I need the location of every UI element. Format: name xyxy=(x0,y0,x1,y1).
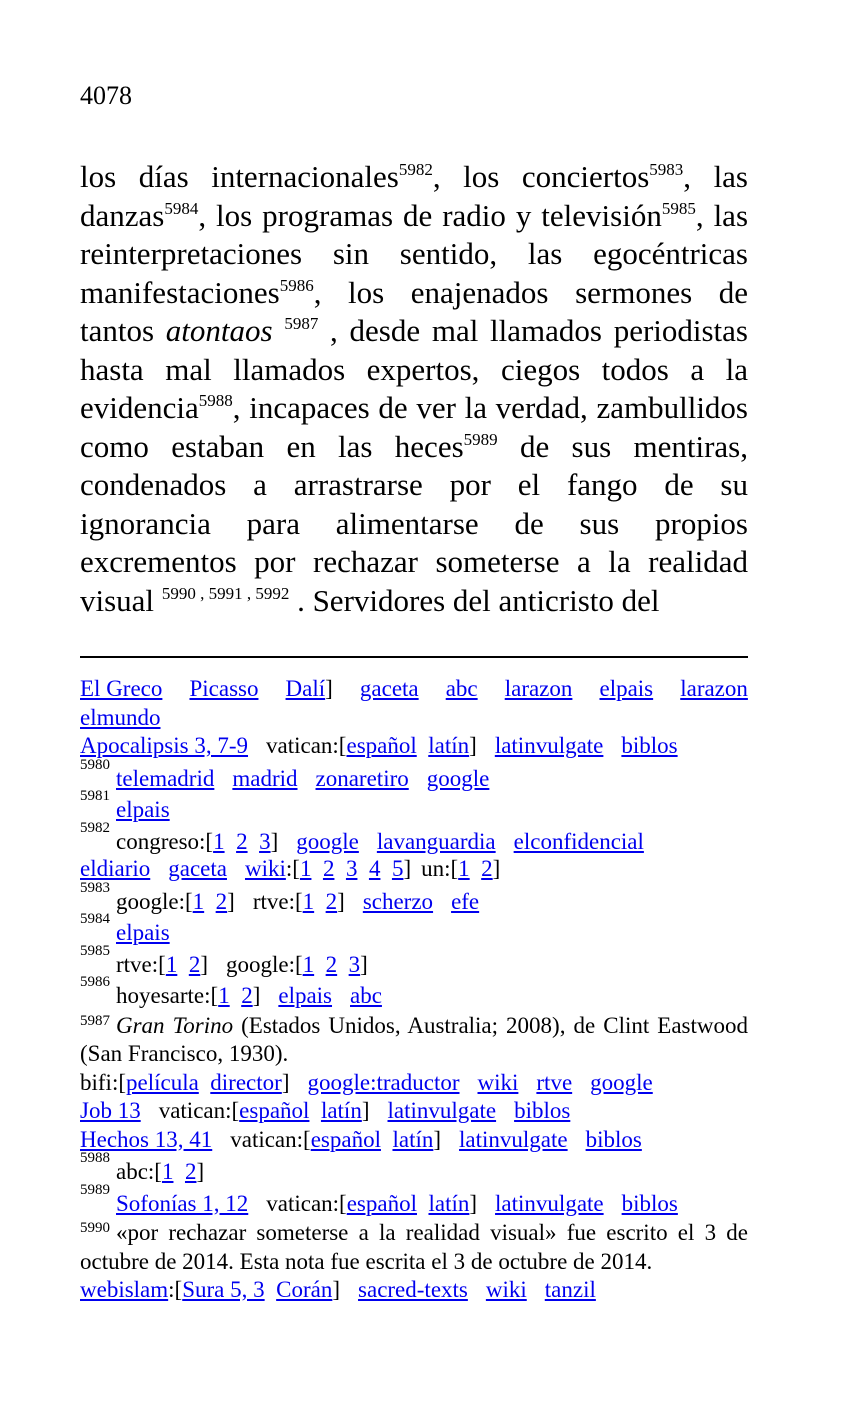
link[interactable]: Sura 5, 3 xyxy=(182,1277,265,1302)
footnote-line: eldiario gaceta wiki:[1 2 3 4 5] un:[1 2] xyxy=(80,855,748,884)
link[interactable]: lavanguardia xyxy=(376,828,496,854)
link[interactable]: elmundo xyxy=(80,704,161,730)
link[interactable]: 1 xyxy=(218,983,230,1008)
footnote-5982: 5982 congreso:[1 2 3] google lavanguardia elconfidencial xyxy=(80,824,748,856)
link[interactable]: 2 xyxy=(325,951,338,977)
link[interactable]: Job 13 xyxy=(80,1098,141,1123)
link[interactable]: latinvulgate xyxy=(494,733,604,758)
link[interactable]: 1 xyxy=(161,1159,174,1184)
footnote-number: 5982 xyxy=(80,819,110,836)
link[interactable]: elpais xyxy=(116,797,170,822)
footnote-ref[interactable]: 5982 xyxy=(398,160,433,179)
link[interactable]: latín xyxy=(428,733,470,758)
link[interactable]: 3 xyxy=(348,951,361,977)
footnote-5989: 5989 Sofonías 1, 12 vatican:[español latín] latinvulgate biblos xyxy=(80,1186,748,1218)
footnote-ref[interactable]: 5987 xyxy=(284,314,319,333)
link[interactable]: 5 xyxy=(391,856,404,881)
footnote-ref[interactable]: 5984 xyxy=(164,198,199,218)
link[interactable]: 1 xyxy=(299,856,312,881)
footnote-number: 5984 xyxy=(80,911,110,927)
footnote-number: 5989 xyxy=(80,1181,110,1198)
italic-word: atontaos xyxy=(165,313,273,348)
link[interactable]: película xyxy=(126,1069,199,1095)
footnote-line: Hechos 13, 41 vatican:[español latín] latinvulgate biblos xyxy=(80,1126,748,1155)
footnote-5985: 5985 rtve:[1 2] google:[1 2 3] xyxy=(80,942,368,977)
footnote-ref[interactable]: 5990 xyxy=(161,583,196,603)
link[interactable]: español xyxy=(346,1190,417,1216)
link[interactable]: google xyxy=(296,828,359,854)
link[interactable]: 4 xyxy=(368,856,381,881)
link[interactable]: 3 xyxy=(345,856,358,881)
link[interactable]: director xyxy=(210,1069,282,1095)
link[interactable]: Apocalipsis 3, 7-9 xyxy=(80,733,249,758)
link[interactable]: latín xyxy=(392,1126,434,1152)
footnote-5986: 5986 hoyesarte:[1 2] elpais abc xyxy=(80,978,748,1010)
link[interactable]: Dalí xyxy=(285,676,326,701)
link[interactable]: 1 xyxy=(213,828,225,854)
link[interactable]: elconfidencial xyxy=(513,828,644,854)
footnote-ref[interactable]: 5992 xyxy=(255,583,290,603)
footnote-line: Job 13 vatican:[español latín] latinvulgate biblos xyxy=(80,1097,748,1126)
link[interactable]: español xyxy=(239,1098,310,1123)
link[interactable]: latín xyxy=(428,1190,470,1216)
footnote-ref[interactable]: 5986 xyxy=(279,275,314,295)
link[interactable]: 2 xyxy=(236,828,248,854)
link[interactable]: scherzo xyxy=(362,888,434,914)
link[interactable]: google:traductor xyxy=(307,1069,460,1095)
link[interactable]: abc xyxy=(445,676,478,701)
link[interactable]: elpais xyxy=(599,676,654,701)
footnote-5980 xyxy=(80,756,748,793)
link[interactable]: elpais xyxy=(278,983,333,1008)
link[interactable]: 2 xyxy=(325,888,338,914)
footnote-5981 xyxy=(80,788,748,824)
link[interactable]: 2 xyxy=(481,856,493,881)
link[interactable]: wiki xyxy=(485,1277,527,1302)
link[interactable]: español xyxy=(346,733,417,758)
link[interactable]: 2 xyxy=(215,888,228,914)
link[interactable]: telemadrid xyxy=(116,765,215,791)
footnote-5987: $^{5987}$ Gran Torino (Estados Unidos, Australia; 2008), de Clint Eastwood (San Francisco, 1930). xyxy=(80,1012,748,1066)
footnote-5983: 5983 google:[1 2] rtve:[1 2] scherzo efe xyxy=(80,884,748,916)
link[interactable]: wiki xyxy=(244,856,286,881)
link[interactable]: español xyxy=(310,1126,381,1152)
link[interactable]: efe xyxy=(451,888,480,914)
link[interactable]: webislam xyxy=(80,1277,169,1302)
link[interactable]: zonaretiro xyxy=(315,765,409,791)
footnote-number: 5981 xyxy=(80,788,110,804)
footnote-ref[interactable]: 5983 xyxy=(649,160,684,179)
link[interactable]: Corán xyxy=(276,1277,333,1302)
footnote-5984 xyxy=(80,911,748,947)
footnote-number: 5986 xyxy=(80,974,110,990)
link[interactable]: 2 xyxy=(184,1159,197,1184)
link[interactable]: latinvulgate xyxy=(459,1126,568,1152)
link[interactable]: abc xyxy=(350,983,382,1008)
film-title: Gran Torino xyxy=(116,1012,234,1038)
footnote-number: 5988 xyxy=(80,1150,110,1166)
link[interactable]: 1 xyxy=(458,856,470,881)
link[interactable]: tanzil xyxy=(544,1277,596,1302)
footnote-number: 5985 xyxy=(80,942,110,959)
link[interactable]: Hechos 13, 41 xyxy=(80,1126,213,1152)
footnote-line: webislam:[Sura 5, 3 Corán] sacred-texts wiki tanzil xyxy=(80,1276,748,1305)
footnote-5988: 5988 abc:[1 2] xyxy=(80,1150,205,1184)
link[interactable]: biblos xyxy=(621,1190,678,1216)
link[interactable]: elpais xyxy=(116,920,170,945)
link[interactable]: 2 xyxy=(322,856,335,881)
footnote-number: 5990 xyxy=(80,1220,110,1236)
link[interactable]: 2 xyxy=(188,951,201,977)
footnote-line: El Greco Picasso Dalí] gaceta abc larazon elpais larazon xyxy=(80,676,748,701)
link[interactable]: google xyxy=(426,765,490,791)
footnote-line: bifi:[película director] google:traductor wiki rtve google xyxy=(80,1069,748,1098)
footnote-line xyxy=(80,704,748,733)
footnotes xyxy=(80,675,748,1305)
footnote-divider xyxy=(80,656,748,658)
link[interactable]: gaceta xyxy=(168,856,227,881)
footnote-number: 5987 xyxy=(80,1012,110,1029)
page-number: 4078 xyxy=(80,81,132,110)
link[interactable]: biblos xyxy=(621,733,678,758)
link[interactable]: madrid xyxy=(232,765,298,791)
main-text: los días internacionales$^{5982}$, los conciertos$^{5983}$, las danzas$^{5984}$, los programas de radio y televisión$^{5985}$, las reinterpretaciones sin sentido, las egocéntricas manifestaciones$^{5986}$, los enajenados sermones de tantos atontaos $^{5987}$ , desde mal llamados periodistas hasta mal llamados expertos, ciegos todos a la evidencia$^{5988}$, incapaces de ver la verdad, zambullidos como estaban en las heces$^{5989}$ de sus mentiras, condenados a arrastrarse por el fango de su ignorancia para alimentarse de sus propios excrementos por rechazar someterse a la realidad visual $^{5990}$ , $^{5991}$ , $^{5992}$ . Servidores del anticristo del xyxy=(80,159,749,618)
link[interactable]: Picasso xyxy=(189,676,259,701)
footnote-5990: $^{5990}$ «por rechazar someterse a la realidad visual» fue escrito el 3 de octubre de 2014. Esta nota fue escrita el 3 de octubre de 2014. xyxy=(80,1220,748,1274)
link[interactable]: latín xyxy=(320,1098,362,1123)
link[interactable]: larazon xyxy=(504,676,573,701)
link[interactable]: 1 xyxy=(302,951,315,977)
link[interactable]: 3 xyxy=(259,828,271,854)
link[interactable]: 1 xyxy=(192,888,205,914)
link[interactable]: biblos xyxy=(585,1126,642,1152)
footnote-ref[interactable]: 5988 xyxy=(198,391,233,410)
link[interactable]: 1 xyxy=(302,888,315,914)
footnote-ref[interactable]: 5985 xyxy=(661,198,696,218)
link[interactable]: rtve xyxy=(536,1069,573,1095)
link[interactable]: Sofonías 1, 12 xyxy=(116,1190,249,1216)
link[interactable]: wiki xyxy=(477,1069,519,1095)
link[interactable]: 1 xyxy=(165,951,178,977)
link[interactable]: 2 xyxy=(241,983,253,1008)
footnote-number: 5983 xyxy=(80,879,110,896)
link[interactable]: eldiario xyxy=(80,856,151,881)
link[interactable]: google xyxy=(590,1069,653,1095)
link[interactable]: sacred-texts xyxy=(358,1277,468,1302)
link[interactable]: gaceta xyxy=(359,676,419,701)
link[interactable]: biblos xyxy=(514,1098,571,1123)
footnote-ref[interactable]: 5989 xyxy=(463,429,498,449)
footnote-number: 5980 xyxy=(80,756,110,773)
footnote-line: Apocalipsis 3, 7-9 vatican:[español latín] latinvulgate biblos xyxy=(80,732,748,761)
link[interactable]: latinvulgate xyxy=(495,1190,604,1216)
footnote-ref[interactable]: 5991 xyxy=(208,583,243,603)
link[interactable]: larazon xyxy=(680,676,748,701)
link[interactable]: latinvulgate xyxy=(387,1098,497,1123)
link[interactable]: El Greco xyxy=(80,676,163,701)
